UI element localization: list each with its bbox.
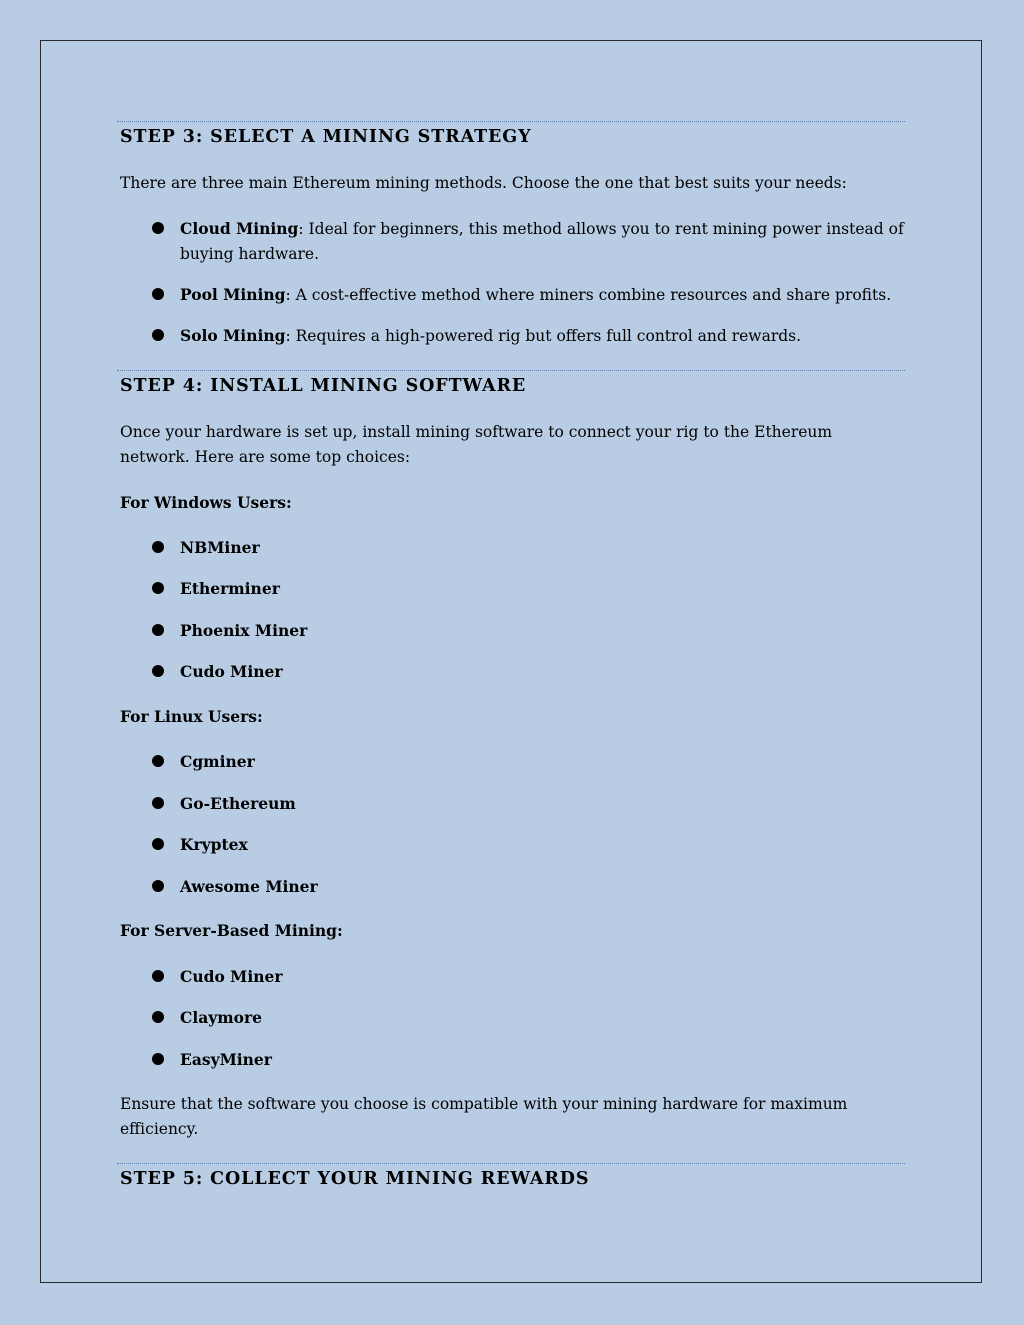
- list-item-label: Claymore: [180, 1008, 263, 1027]
- list-item-label: Go-Ethereum: [180, 794, 296, 813]
- step4-intro: Once your hardware is set up, install mining software to connect your rig to the Ethereum network. Here are some top choices:: [120, 423, 833, 466]
- step3-heading: STEP 3: SELECT A MINING STRATEGY: [120, 127, 532, 147]
- list-item-label: Cudo Miner: [180, 967, 283, 986]
- step5-heading: STEP 5: COLLECT YOUR MINING REWARDS: [120, 1169, 590, 1189]
- bullet-icon: [152, 970, 164, 982]
- bullet-icon: [152, 880, 164, 892]
- bullet-icon: [152, 1011, 164, 1023]
- list-item-desc: : Ideal for beginners, this method allows you to rent mining power instead of buying hardware.: [180, 220, 904, 263]
- bullet-icon: [152, 541, 164, 553]
- list-item-label: EasyMiner: [180, 1050, 272, 1069]
- list-item-desc: : A cost-effective method where miners combine resources and share profits.: [285, 286, 892, 304]
- bullet-icon: [152, 755, 164, 767]
- linux-subheading: For Linux Users:: [120, 707, 263, 726]
- list-item-label: Cudo Miner: [180, 662, 283, 681]
- bullet-icon: [152, 1053, 164, 1065]
- list-item-label: Awesome Miner: [180, 877, 318, 896]
- step4-outro: Ensure that the software you choose is compatible with your mining hardware for maximum efficiency.: [120, 1095, 848, 1138]
- list-item-label: Kryptex: [180, 835, 248, 854]
- step3-intro: There are three main Ethereum mining methods. Choose the one that best suits your needs:: [120, 174, 847, 192]
- bullet-icon: [152, 222, 164, 234]
- bullet-icon: [152, 329, 164, 341]
- bullet-icon: [152, 624, 164, 636]
- list-item-term: Pool Mining: [180, 285, 286, 304]
- section-divider: [117, 1163, 905, 1164]
- step4-heading: STEP 4: INSTALL MINING SOFTWARE: [120, 376, 527, 396]
- bullet-icon: [152, 838, 164, 850]
- list-item-label: Cgminer: [180, 752, 255, 771]
- section-divider: [117, 121, 905, 122]
- list-item-term: Cloud Mining: [180, 219, 299, 238]
- list-item-label: NBMiner: [180, 538, 260, 557]
- section-divider: [117, 370, 905, 371]
- list-item-label: Phoenix Miner: [180, 621, 308, 640]
- server-subheading: For Server-Based Mining:: [120, 921, 343, 940]
- bullet-icon: [152, 288, 164, 300]
- bullet-icon: [152, 582, 164, 594]
- windows-subheading: For Windows Users:: [120, 493, 292, 512]
- list-item-term: Solo Mining: [180, 326, 286, 345]
- bullet-icon: [152, 797, 164, 809]
- list-item-desc: : Requires a high-powered rig but offers full control and rewards.: [285, 327, 802, 345]
- list-item-label: Etherminer: [180, 579, 280, 598]
- bullet-icon: [152, 665, 164, 677]
